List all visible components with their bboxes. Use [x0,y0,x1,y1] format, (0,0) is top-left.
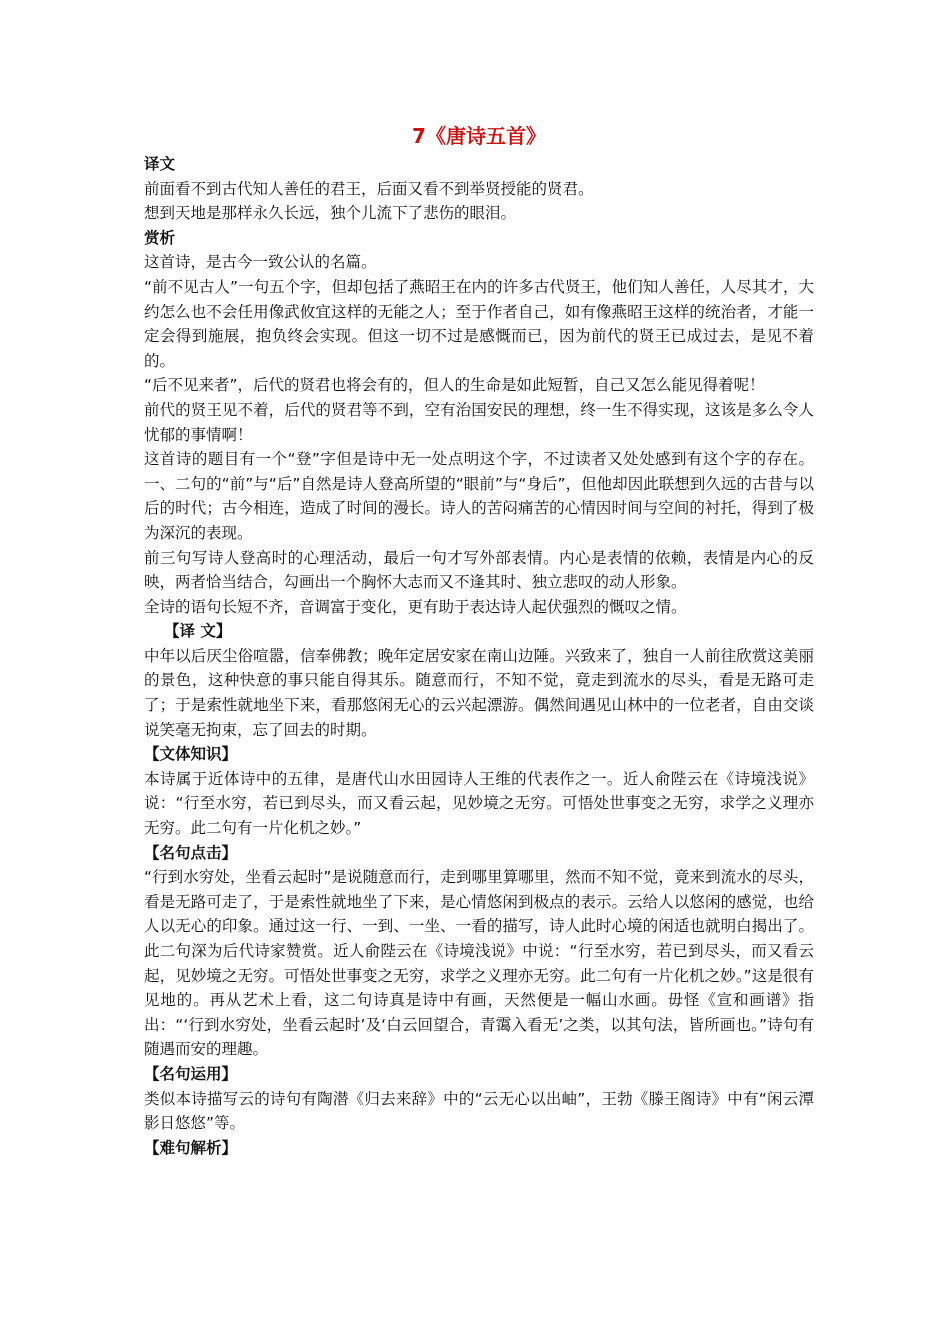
section-poem-translation [144,619,814,742]
section-heading: 【名句运用】 [144,1064,238,1083]
section-heading: 【文体知识】 [144,745,238,764]
paragraph: 本诗属于近体诗中的五律，是唐代山水田园诗人王维的代表作之一。近人俞陛云在《诗境浅说》说：“行至水穷，若已到尽头，而又看云起，见妙境之无穷。可悟处世事变之无穷，求学之义理亦无穷。此二句有一片化机之妙。” [144,769,814,838]
paragraph: “前不见古人”一句五个字，但却包括了燕昭王在内的许多古代贤王，他们知人善任，人尽其才，大约怎么也不会任用像武攸宜这样的无能之人；至于作者自己，如有像燕昭王这样的统治者，才能一定会得到施展，抱负终会实现。但这一切不过是感慨而已，因为前代的贤王已成过去，是见不着的。 [144,277,814,370]
paragraph: 这首诗的题目有一个“登”字但是诗中无一处点明这个字，不过读者又处处感到有这个字的存在。一、二句的“前”与“后”自然是诗人登高所望的“眼前”与“身后”，但他却因此联想到久远的古昔与以后的时代；古今相连，造成了时间的漫长。诗人的苦闷痛苦的心情因时间与空间的衬托，得到了极为深沉的表现。 [144,450,814,542]
section-difficult-lines [144,1136,814,1161]
document-title: 7《唐诗五首》 [412,124,546,148]
paragraph: 前三句写诗人登高时的心理活动，最后一句才写外部表情。内心是表情的依赖，表情是内心的反映，两者恰当结合，勾画出一个胸怀大志而又不逢其时、独立悲叹的动人形象。 [144,548,814,592]
section-heading: 【译 文】 [164,622,232,641]
section-genre-knowledge [144,742,814,840]
paragraph: “行到水穷处，坐看云起时”是说随意而行，走到哪里算哪里，然而不知不觉，竟来到流水的尽头，看是无路可走了，于是索性就地坐了下来，是心情悠闲到极点的表示。云给人以悠闲的感觉，也给人以无心的印象。通过这一行、一到、一坐、一看的描写，诗人此时心境的闲适也就明白揭出了。此二句深为后代诗家赞赏。近人俞陛云在《诗境浅说》中说：“行至水穷，若已到尽头，而又看云起，见妙境之无穷。可悟处世事变之无穷，求学之义理亦无穷。此二句有一片化机之妙。”这是很有见地的。再从艺术上看，这二句诗真是诗中有画，天然便是一幅山水画。毋怪《宣和画谱》指出：“‘行到水穷处，坐看云起时’及‘白云回望合，青霭入看无’之类，以其句法，皆所画也。”诗句有随遇而安的理趣。 [144,868,814,1059]
section-heading: 赏析 [144,228,176,247]
section-famous-lines [144,841,814,1062]
paragraph: “后不见来者”，后代的贤君也将会有的，但人的生命是如此短暂，自己又怎么能见得着呢！ [144,376,765,395]
paragraph: 全诗的语句长短不齐，音调富于变化，更有助于表达诗人起伏强烈的慨叹之情。 [144,597,687,616]
paragraph: 类似本诗描写云的诗句有陶潜《归去来辞》中的“云无心以出岫”，王勃《滕王阁诗》中有“闲云潭影日悠悠”等。 [144,1089,814,1133]
section-heading: 译文 [144,155,176,173]
section-appreciation [144,226,814,620]
section-heading: 【名句点击】 [144,843,238,862]
paragraph: 前代的贤王见不着，后代的贤君等不到，空有治国安民的理想，终一生不得实现，这该是多么令人忧郁的事情啊！ [144,400,814,444]
paragraph: 中年以后厌尘俗喧嚣，信奉佛教；晚年定居安家在南山边陲。兴致来了，独自一人前往欣赏这美丽的景色，这种快意的事只能自得其乐。随意而行，不知不觉，竟走到流水的尽头，看是无路可走了；于是索性就地坐下来，看那悠闲无心的云兴起漂游。偶然间遇见山林中的一位老者，自由交谈说笑毫无拘束，忘了回去的时期。 [144,646,814,739]
section-heading: 【难句解析】 [144,1138,238,1157]
section-line-usage [144,1062,814,1136]
paragraph: 这首诗，是古今一致公认的名篇。 [144,253,377,272]
document-page [144,120,814,1160]
paragraph: 想到天地是那样永久长远，独个儿流下了悲伤的眼泪。 [144,204,517,223]
paragraph: 前面看不到古代知人善任的君王，后面又看不到举贤授能的贤君。 [144,179,594,198]
section-translation [144,152,814,226]
